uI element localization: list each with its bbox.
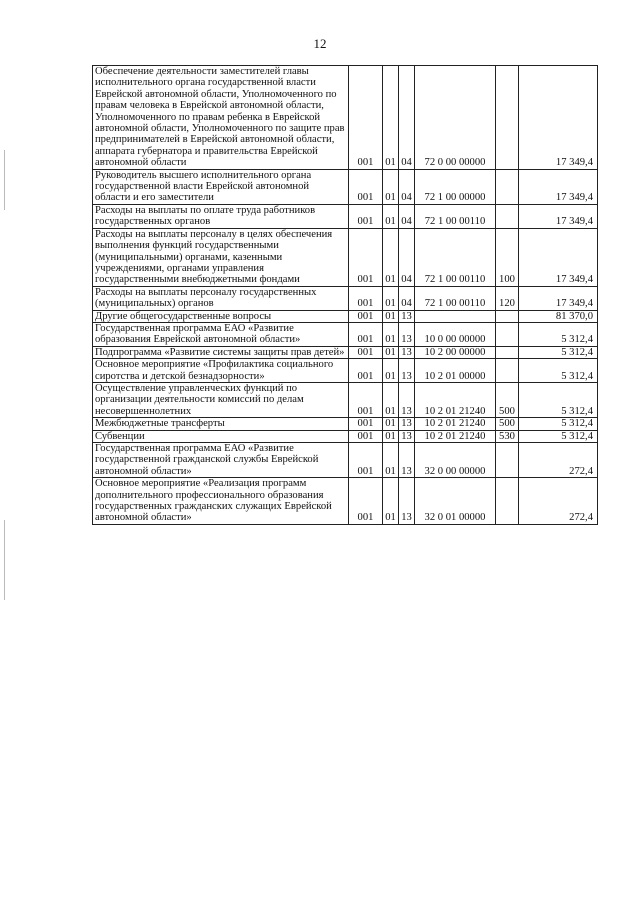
ved-code-cell: 001 [349,418,383,430]
expense-type-code-cell [496,359,519,383]
amount-cell: 17 349,4 [519,228,598,286]
section-code-cell: 01 [383,322,399,346]
subsection-code-cell: 04 [399,286,415,310]
row-name-cell: Государственная программа ЕАО «Развитие образования Еврейской автономной области» [93,322,349,346]
table-row [93,204,598,228]
amount-cell: 5 312,4 [519,322,598,346]
target-article-code-cell: 72 0 00 00000 [415,66,496,170]
subsection-code-cell: 04 [399,169,415,204]
row-name-cell: Расходы на выплаты персоналу в целях обеспечения выполнения функций государственными (муниципальными) органами, казенными учреждениями, органами управления государственными внебюджетными фондами [93,228,349,286]
table-row [93,359,598,383]
subsection-code-cell: 13 [399,430,415,442]
subsection-code-cell: 13 [399,346,415,358]
section-code-cell: 01 [383,418,399,430]
target-article-code-cell: 72 1 00 00110 [415,204,496,228]
table-row [93,169,598,204]
ved-code-cell: 001 [349,310,383,322]
table-row [93,286,598,310]
budget-table-body [93,66,598,525]
section-code-cell: 01 [383,430,399,442]
amount-cell: 272,4 [519,478,598,525]
target-article-code-cell: 72 1 00 00000 [415,169,496,204]
expense-type-code-cell [496,478,519,525]
table-row [93,418,598,430]
subsection-code-cell: 04 [399,228,415,286]
table-row [93,443,598,478]
ved-code-cell: 001 [349,322,383,346]
ved-code-cell: 001 [349,478,383,525]
subsection-code-cell: 13 [399,359,415,383]
target-article-code-cell: 10 2 01 21240 [415,430,496,442]
expense-type-code-cell: 500 [496,382,519,417]
expense-type-code-cell [496,322,519,346]
row-name-cell: Основное мероприятие «Реализация программ дополнительного профессионального образования государственных гражданских служащих Еврейской автономной области» [93,478,349,525]
target-article-code-cell: 10 0 00 00000 [415,322,496,346]
ved-code-cell: 001 [349,430,383,442]
target-article-code-cell: 10 2 01 00000 [415,359,496,383]
expense-type-code-cell: 100 [496,228,519,286]
section-code-cell: 01 [383,478,399,525]
row-name-cell: Руководитель высшего исполнительного органа государственной власти Еврейской автономной области и его заместители [93,169,349,204]
expense-type-code-cell [496,204,519,228]
page-number: 12 [313,36,327,51]
row-name-cell: Расходы на выплаты по оплате труда работников государственных органов [93,204,349,228]
amount-cell: 17 349,4 [519,204,598,228]
expense-type-code-cell [496,346,519,358]
expense-type-code-cell [496,310,519,322]
ved-code-cell: 001 [349,346,383,358]
budget-table [92,65,598,525]
row-name-cell: Расходы на выплаты персоналу государственных (муниципальных) органов [93,286,349,310]
subsection-code-cell: 13 [399,478,415,525]
row-name-cell: Основное мероприятие «Профилактика социального сиротства и детской безнадзорности» [93,359,349,383]
subsection-code-cell: 13 [399,443,415,478]
expense-type-code-cell: 500 [496,418,519,430]
target-article-code-cell: 32 0 00 00000 [415,443,496,478]
section-code-cell: 01 [383,286,399,310]
amount-cell: 5 312,4 [519,430,598,442]
subsection-code-cell: 04 [399,204,415,228]
section-code-cell: 01 [383,359,399,383]
section-code-cell: 01 [383,169,399,204]
target-article-code-cell: 72 1 00 00110 [415,286,496,310]
target-article-code-cell: 10 2 00 00000 [415,346,496,358]
ved-code-cell: 001 [349,359,383,383]
ved-code-cell: 001 [349,204,383,228]
table-row [93,322,598,346]
section-code-cell: 01 [383,310,399,322]
table-row [93,478,598,525]
expense-type-code-cell [496,66,519,170]
ved-code-cell: 001 [349,66,383,170]
ved-code-cell: 001 [349,169,383,204]
section-code-cell: 01 [383,66,399,170]
target-article-code-cell: 72 1 00 00110 [415,228,496,286]
target-article-code-cell: 10 2 01 21240 [415,382,496,417]
table-row [93,66,598,170]
amount-cell: 5 312,4 [519,382,598,417]
subsection-code-cell: 04 [399,66,415,170]
ved-code-cell: 001 [349,286,383,310]
subsection-code-cell: 13 [399,382,415,417]
amount-cell: 81 370,0 [519,310,598,322]
scan-edge-mark [4,520,5,600]
scan-edge-mark [4,150,5,210]
ved-code-cell: 001 [349,382,383,417]
section-code-cell: 01 [383,382,399,417]
amount-cell: 5 312,4 [519,346,598,358]
row-name-cell: Подпрограмма «Развитие системы защиты прав детей» [93,346,349,358]
subsection-code-cell: 13 [399,322,415,346]
amount-cell: 17 349,4 [519,66,598,170]
row-name-cell: Другие общегосударственные вопросы [93,310,349,322]
target-article-code-cell: 10 2 01 21240 [415,418,496,430]
amount-cell: 5 312,4 [519,359,598,383]
section-code-cell: 01 [383,443,399,478]
expense-type-code-cell [496,443,519,478]
row-name-cell: Обеспечение деятельности заместителей главы исполнительного органа государственной власти Еврейской автономной области, Уполномоченного по правам человека в Еврейской автономной области, Уполномоченного по правам ребенка в Еврейской автономной области, Уполномоченного по защите прав предпринимателей в Еврейской автономной области, аппарата губернатора и правительства Еврейской автономной области [93,66,349,170]
amount-cell: 17 349,4 [519,286,598,310]
table-row [93,430,598,442]
expense-type-code-cell: 530 [496,430,519,442]
row-name-cell: Государственная программа ЕАО «Развитие государственной гражданской службы Еврейской автономной области» [93,443,349,478]
ved-code-cell: 001 [349,228,383,286]
table-row [93,346,598,358]
expense-type-code-cell [496,169,519,204]
expense-type-code-cell: 120 [496,286,519,310]
subsection-code-cell: 13 [399,418,415,430]
amount-cell: 272,4 [519,443,598,478]
row-name-cell: Осуществление управленческих функций по организации деятельности комиссий по делам несовершеннолетних [93,382,349,417]
subsection-code-cell: 13 [399,310,415,322]
section-code-cell: 01 [383,228,399,286]
table-row [93,228,598,286]
section-code-cell: 01 [383,204,399,228]
amount-cell: 5 312,4 [519,418,598,430]
target-article-code-cell: 32 0 01 00000 [415,478,496,525]
section-code-cell: 01 [383,346,399,358]
row-name-cell: Субвенции [93,430,349,442]
row-name-cell: Межбюджетные трансферты [93,418,349,430]
amount-cell: 17 349,4 [519,169,598,204]
table-row [93,310,598,322]
target-article-code-cell [415,310,496,322]
ved-code-cell: 001 [349,443,383,478]
table-row [93,382,598,417]
